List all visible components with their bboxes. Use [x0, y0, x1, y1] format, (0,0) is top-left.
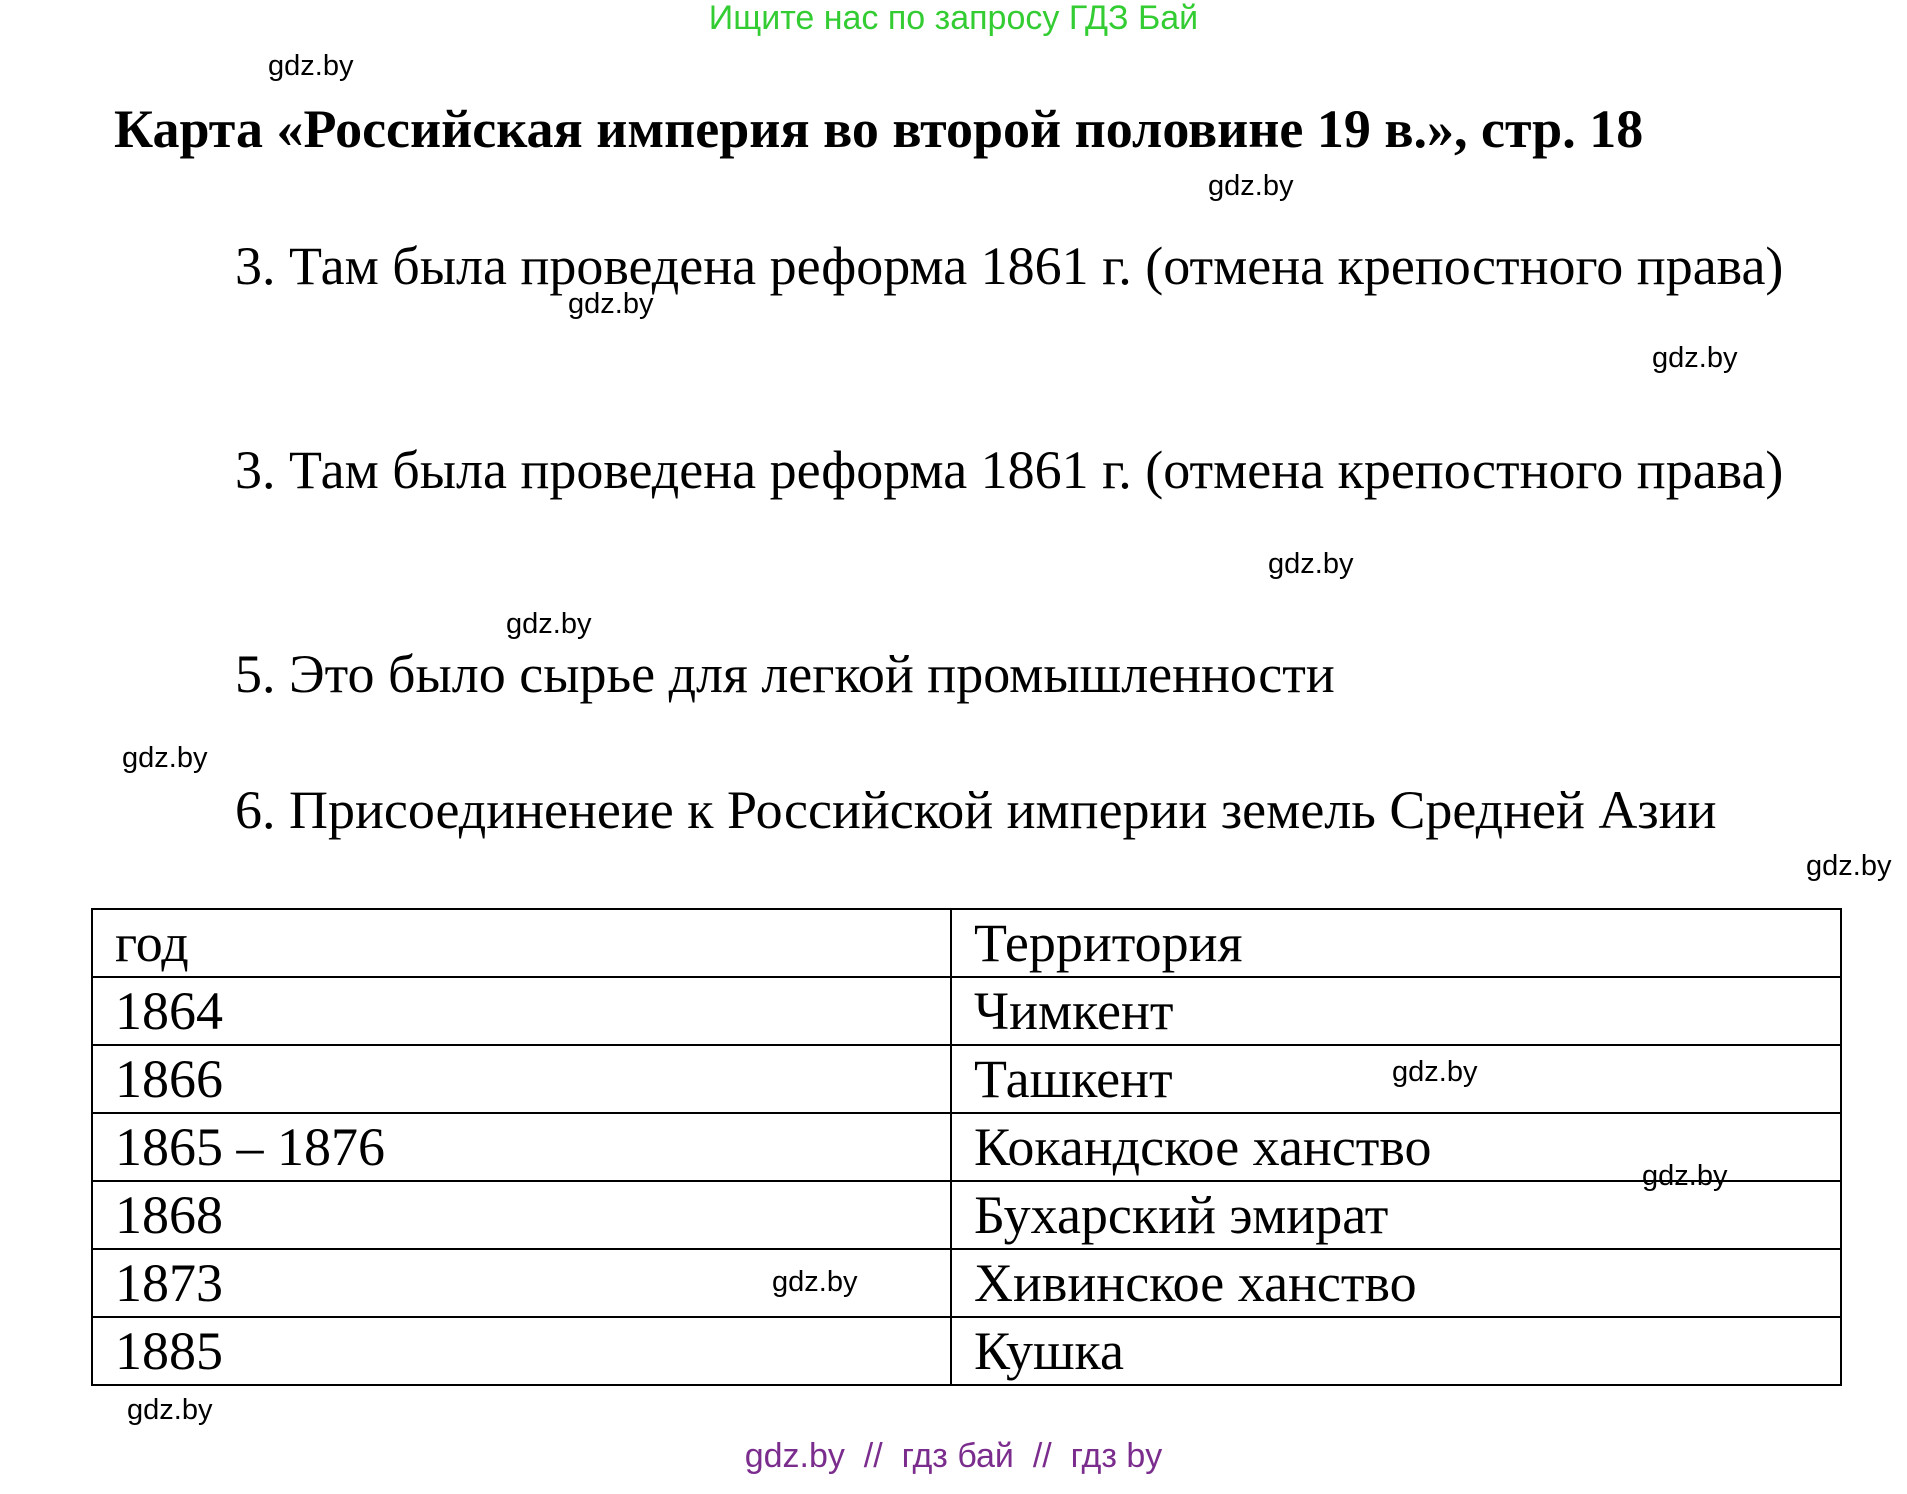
cell-year: 1864	[92, 977, 951, 1045]
watermark: gdz.by	[506, 608, 592, 640]
table-row	[92, 1045, 1841, 1113]
cell-territory: Ташкент	[951, 1045, 1841, 1113]
watermark: gdz.by	[772, 1266, 858, 1298]
table-row	[92, 977, 1841, 1045]
cell-territory: Кокандское ханство	[951, 1113, 1841, 1181]
footer-links: gdz.by // гдз бай // гдз by	[744, 1437, 1163, 1475]
cell-territory: Кушка	[951, 1317, 1841, 1385]
cell-territory: Бухарский эмират	[951, 1181, 1841, 1249]
cell-year: 1868	[92, 1181, 951, 1249]
watermark: gdz.by	[1652, 342, 1738, 374]
watermark: gdz.by	[1806, 850, 1892, 882]
watermark: gdz.by	[1642, 1160, 1728, 1192]
cell-year: 1865 – 1876	[92, 1113, 951, 1181]
table-row	[92, 1113, 1841, 1181]
table-row	[92, 1317, 1841, 1385]
watermark: gdz.by	[1208, 170, 1294, 202]
cell-year: 1885	[92, 1317, 951, 1385]
cell-territory: Чимкент	[951, 977, 1841, 1045]
watermark: gdz.by	[122, 742, 208, 774]
watermark: gdz.by	[568, 288, 654, 320]
table-row	[92, 1249, 1841, 1317]
watermark: gdz.by	[1268, 548, 1354, 580]
header-territory: Территория	[951, 909, 1841, 977]
header-year: год	[92, 909, 951, 977]
watermark: gdz.by	[1392, 1056, 1478, 1088]
page-title: Карта «Российская империя во второй половине 19 в.», стр. 18	[114, 99, 1644, 159]
table-row	[92, 1181, 1841, 1249]
answer-5: 5. Это было сырье для легкой промышленности	[235, 644, 1335, 704]
cell-year: 1873	[92, 1249, 951, 1317]
annexation-table	[91, 908, 1842, 1386]
watermark: gdz.by	[127, 1394, 213, 1426]
answer-6: 6. Присоединенеие к Российской империи земель Средней Азии	[235, 780, 1717, 840]
table-header-row	[92, 909, 1841, 977]
cell-territory: Хивинское ханство	[951, 1249, 1841, 1317]
answer-2: 3. Там была проведена реформа 1861 г. (отмена крепостного права)	[235, 236, 1784, 296]
cell-year: 1866	[92, 1045, 951, 1113]
answer-3: 3. Там была проведена реформа 1861 г. (отмена крепостного права)	[235, 440, 1784, 500]
search-banner: Ищите нас по запросу ГДЗ Бай	[708, 0, 1199, 37]
watermark: gdz.by	[268, 50, 354, 82]
